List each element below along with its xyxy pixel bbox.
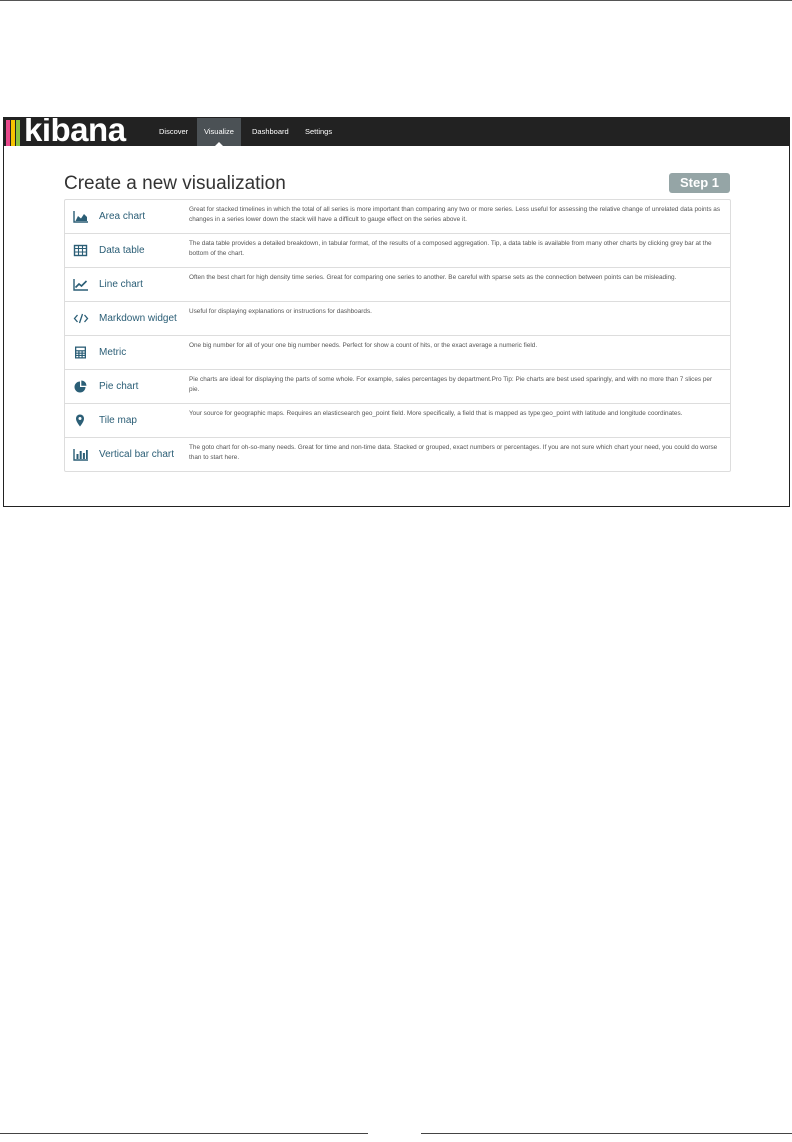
data-table-icon <box>73 244 89 257</box>
vis-description: The data table provides a detailed breakdown, in tabular format, of the results of a composed aggregation. Tip, a data table is available from many other charts by clicking grey bar at the bottom of the chart. <box>189 240 712 257</box>
vis-item-pie-chart[interactable] <box>65 369 730 403</box>
nav-dashboard[interactable]: Dashboard <box>252 127 289 136</box>
vis-description: The goto chart for oh-so-many needs. Great for time and non-time data. Stacked or grouped, exact numbers or percentages. If you are not sure which chart your need, you could do worse than to start here. <box>189 444 718 461</box>
step-badge: Step 1 <box>669 173 730 193</box>
top-divider <box>0 0 792 1</box>
vis-label: Vertical bar chart <box>99 449 175 460</box>
vis-description: Useful for displaying explanations or instructions for dashboards. <box>189 308 372 315</box>
logo-stripe-pink <box>6 120 10 146</box>
vis-item-area-chart[interactable] <box>65 200 730 233</box>
visualization-list <box>64 199 731 472</box>
vis-label: Data table <box>99 245 145 256</box>
kibana-window <box>3 117 790 507</box>
pie-chart-icon <box>73 380 89 393</box>
vis-item-line-chart[interactable] <box>65 267 730 301</box>
top-navbar <box>4 118 789 146</box>
vis-label: Pie chart <box>99 381 139 392</box>
vis-label: Area chart <box>99 211 146 222</box>
vis-description: One big number for all of your one big number needs. Perfect for show a count of hits, or the exact average a numeric field. <box>189 342 538 349</box>
nav-discover[interactable]: Discover <box>159 127 189 136</box>
vis-description: Pie charts are ideal for displaying the parts of some whole. For example, sales percentages by department.Pro Tip: Pie charts are best used sparingly, and with no more than 7 slices per pie. <box>189 376 713 393</box>
vis-item-markdown-widget[interactable] <box>65 301 730 335</box>
vis-item-tile-map[interactable] <box>65 403 730 437</box>
page-title: Create a new visualization <box>64 173 286 194</box>
footer-divider-left <box>0 1133 368 1134</box>
vis-description: Your source for geographic maps. Requires an elasticsearch geo_point field. More specifically, a field that is mapped as type:geo_point with latitude and longitude coordinates. <box>189 410 683 417</box>
vis-label: Line chart <box>99 279 143 290</box>
line-chart-icon <box>73 278 89 291</box>
vis-description: Great for stacked timelines in which the total of all series is more important than comparing any two or more series. Less useful for assessing the relative change of unrelated data points as changes in a series lower down the stack will have a difficult to gauge effect on the series above it. <box>189 206 721 223</box>
logo-text: kibana <box>24 117 126 148</box>
vis-item-metric[interactable] <box>65 335 730 369</box>
vis-label: Markdown widget <box>99 313 177 324</box>
vis-label: Tile map <box>99 415 137 426</box>
vis-label: Metric <box>99 347 127 358</box>
vis-item-vertical-bar-chart[interactable] <box>65 437 730 471</box>
area-chart-icon <box>73 210 89 223</box>
vis-item-data-table[interactable] <box>65 233 730 267</box>
bar-chart-icon <box>73 448 89 461</box>
footer-divider-right <box>421 1133 792 1134</box>
map-marker-icon <box>73 414 89 427</box>
logo-stripe-yellow <box>11 120 15 146</box>
vis-description: Often the best chart for high density time series. Great for comparing one series to another. Be careful with sparse sets as the connection between points can be misleading. <box>189 274 677 281</box>
logo-stripe-green <box>16 120 20 146</box>
nav-settings[interactable]: Settings <box>305 127 333 136</box>
calculator-icon <box>73 346 89 359</box>
nav-visualize[interactable]: Visualize <box>197 118 241 146</box>
kibana-logo[interactable] <box>4 118 144 146</box>
markdown-code-icon <box>73 312 89 325</box>
